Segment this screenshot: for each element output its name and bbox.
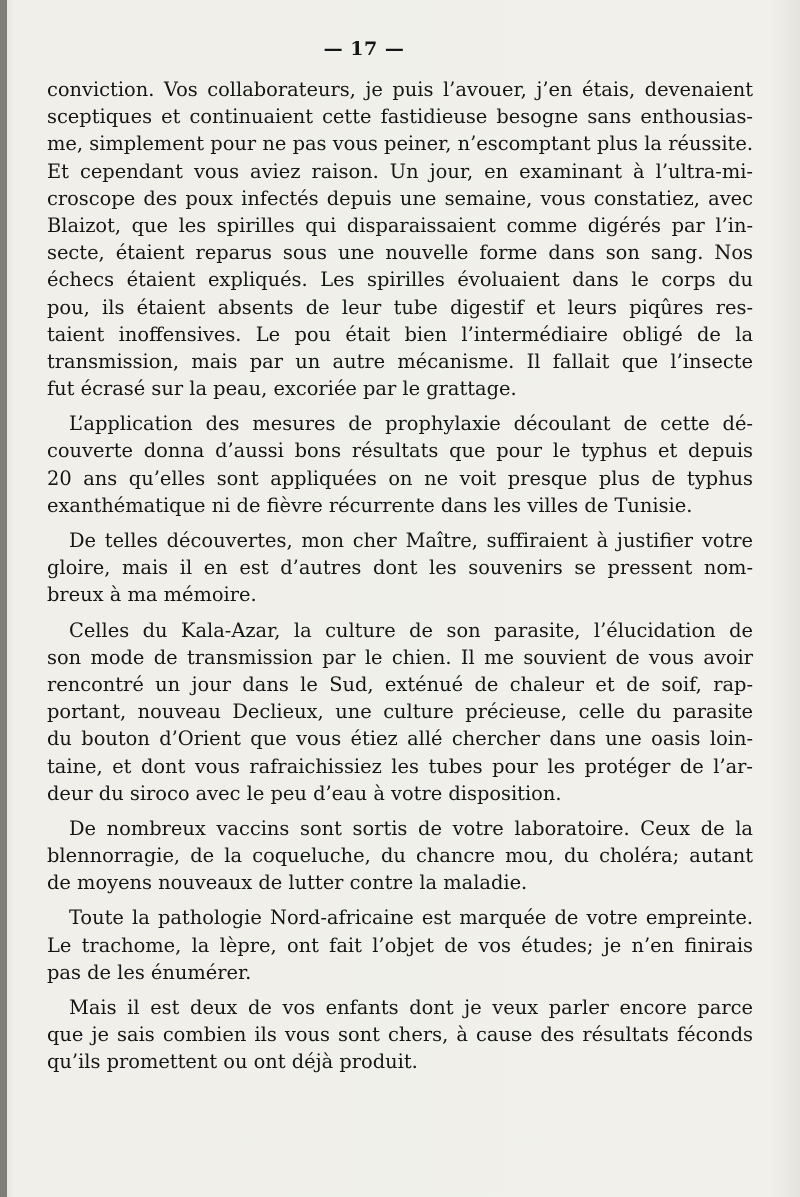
text-line: me, simplement pour ne pas vous peiner, n’escomptant plus la réussite. [47,132,753,156]
text-line: De nombreux vaccins sont sortis de votre laboratoire. Ceux de la [69,816,753,840]
text-line: breux à ma mémoire. [47,583,257,607]
text-line: Blaizot, que les spirilles qui disparaissaient comme digérés par l’in- [47,213,753,237]
text-line: Celles du Kala-Azar, la culture de son parasite, l’élucidation de [69,618,753,642]
text-line: 20 ans qu’elles sont appliquées on ne voit presque plus de typhus [47,466,753,490]
text-line: que je sais combien ils vous sont chers, à cause des résultats féconds [47,1023,753,1047]
text-line: de moyens nouveaux de lutter contre la maladie. [47,871,528,895]
body-text [47,76,753,1076]
text-line: gloire, mais il en est d’autres dont les souvenirs se pressent nom- [47,556,753,580]
text-line: couverte donna d’aussi bons résultats que pour le typhus et depuis [47,439,753,463]
text-line: du bouton d’Orient que vous étiez allé chercher dans une oasis loin- [47,727,753,751]
text-line: fut écrasé sur la peau, excoriée par le grattage. [47,377,517,401]
text-line: secte, étaient reparus sous une nouvelle forme dans son sang. Nos [47,241,753,265]
paragraph-conviction [47,76,753,402]
paragraph-vaccins [47,815,753,897]
text-line: pas de les énumérer. [47,960,252,984]
paragraph-kala-azar [47,617,753,807]
text-line: rencontré un jour dans le Sud, exténué de chaleur et de soif, rap- [47,672,753,696]
text-line: De telles découvertes, mon cher Maître, suffiraient à justifier votre [69,529,753,552]
text-line: échecs étaient expliqués. Les spirilles évoluaient dans le corps du [47,268,753,292]
paragraph-decouvertes [47,527,753,609]
page-number: — 17 — [323,38,405,60]
text-line: blennorragie, de la coqueluche, du chancre mou, du choléra; autant [47,844,753,868]
text-line: taient inoffensives. Le pou était bien l’intermédiaire obligé de la [47,322,753,346]
page-edge-shadow [0,0,7,1197]
text-line: L’application des mesures de prophylaxie découlant de cette dé- [69,412,753,436]
text-line: conviction. Vos collaborateurs, je puis l’avouer, j’en étais, devenaient [47,78,753,101]
text-line: exanthématique ni de fièvre récurrente dans les villes de Tunisie. [47,493,693,517]
text-line: deur du siroco avec le peu d’eau à votre disposition. [47,781,562,805]
text-line: son mode de transmission par le chien. Il me souvient de vous avoir [47,645,753,669]
text-line: Le trachome, la lèpre, ont fait l’objet de vos études; je n’en finirais [47,933,753,957]
text-line: qu’ils promettent ou ont déjà produit. [47,1050,418,1074]
paragraph-pathologie [47,904,753,986]
paragraph-enfants [47,994,753,1076]
text-line: taine, et dont vous rafraichissiez les tubes pour les protéger de l’ar- [47,754,753,778]
text-line: croscope des poux infectés depuis une semaine, vous constatiez, avec [47,186,753,210]
paragraph-prophylaxie [47,410,753,519]
text-line: Toute la pathologie Nord-africaine est marquée de votre empreinte. [69,906,753,930]
text-line: portant, nouveau Declieux, une culture précieuse, celle du parasite [47,700,753,724]
text-line: Mais il est deux de vos enfants dont je veux parler encore parce [69,996,753,1019]
text-line: transmission, mais par un autre mécanisme. Il fallait que l’insecte [47,349,753,373]
text-line: pou, ils étaient absents de leur tube digestif et leurs piqûres res- [47,295,753,319]
text-line: sceptiques et continuaient cette fastidieuse besogne sans enthousias- [47,105,753,129]
text-line: Et cependant vous aviez raison. Un jour, en examinant à l’ultra-mi- [47,159,753,183]
